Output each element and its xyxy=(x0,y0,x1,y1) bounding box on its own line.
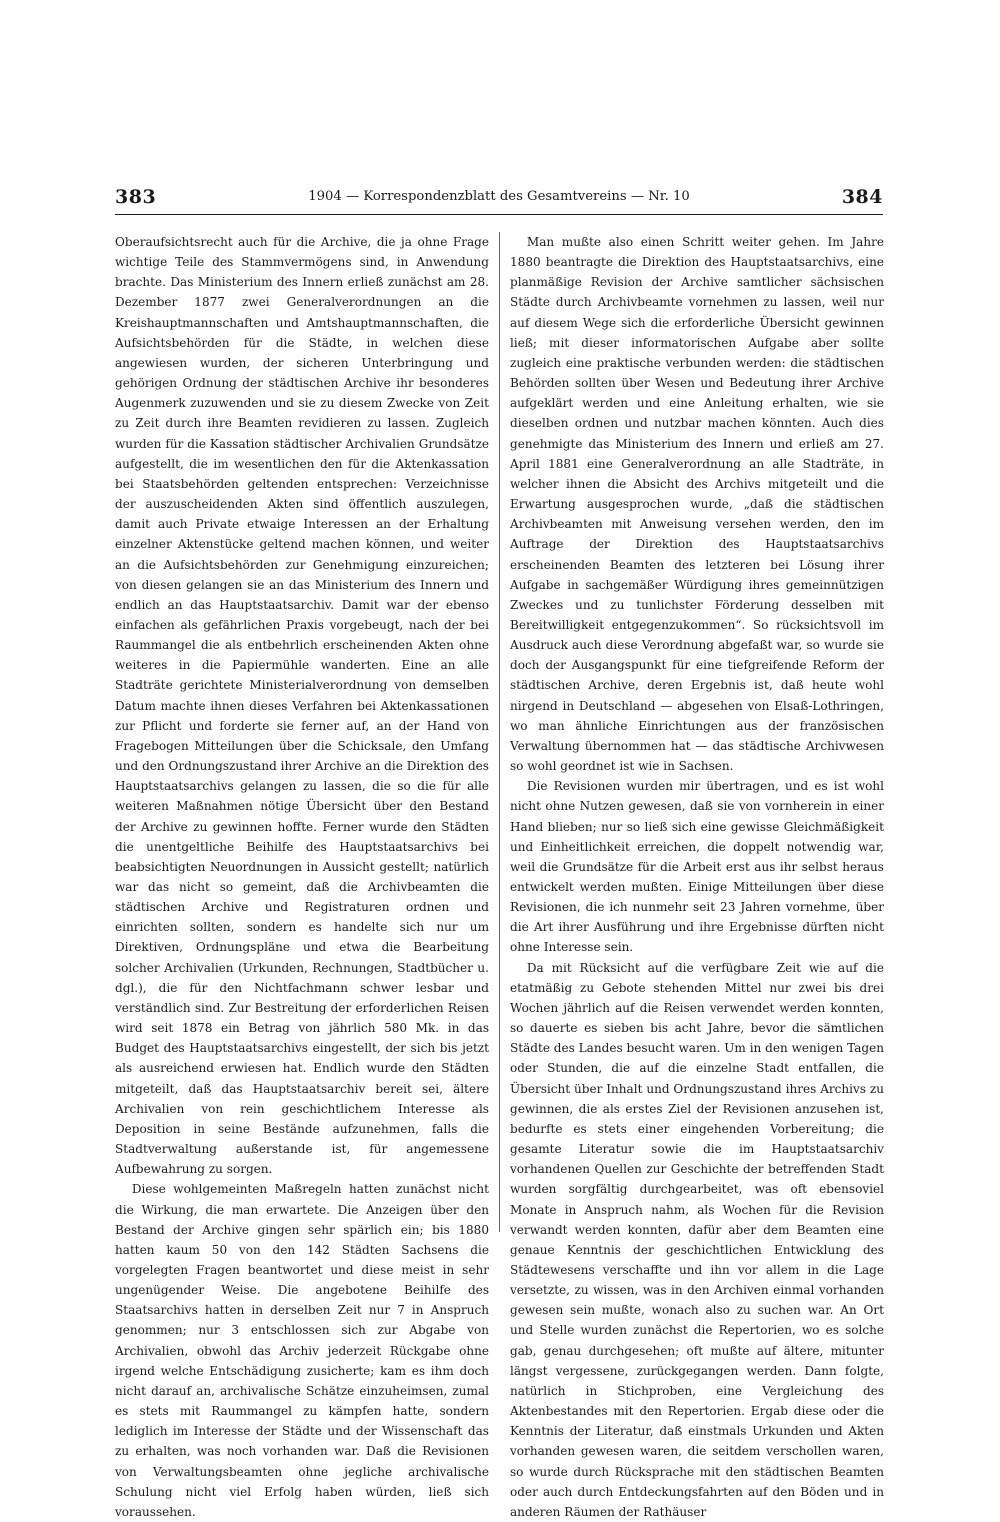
left-column xyxy=(115,232,489,1519)
column-divider xyxy=(499,232,500,1232)
page-number-right: 384 xyxy=(841,186,883,208)
paragraph: Da mit Rücksicht auf die verfügbare Zeit wie auf die etatmäßig zu Gebote stehenden Mittel nur zwei bis drei Wochen jährlich auf die Reisen verwendet werden konnten, so dauerte es sieben bis acht Jahre, bevor die sämtlichen Städte des Landes besucht waren. Um in den wenigen Tagen oder Stunden, die auf die einzelne Stadt entfallen, die Übersicht über Inhalt und Ordnungszustand ihres Archivs zu gewinnen, die als erstes Ziel der Revisionen anzusehen ist, bedurfte es stets einer eingehenden Vorbereitung; die gesamte Literatur sowie die im Hauptstaatsarchiv vorhandenen Quellen zur Geschichte der betreffenden Stadt wurden sorgfältig durchgearbeitet, was oft ebensoviel Monate in Anspruch nahm, als Wochen für die Revision verwandt werden konnten, dafür aber dem Beamten eine genaue Kenntnis der geschichtlichen Entwicklung des Städtewesens verschaffte und ihn vor allem in die Lage versetzte, zu wissen, was in den Archiven einmal vorhanden gewesen sein mußte, wonach also zu suchen war. An Ort und Stelle wurden zunächst die Repertorien, wo es solche gab, genau durchgesehen; oft mußte auf ältere, mitunter längst vergessene, zurückgegangen werden. Dann folgte, natürlich in Stichproben, eine Vergleichung des Aktenbestandes mit den Repertorien. Ergab diese oder die Kenntnis der Literatur, daß einstmals Urkunden und Akten vorhanden gewesen waren, die seitdem verschollen waren, so wurde durch Rücksprache mit den städtischen Beamten oder auch durch Entdeckungsfahrten auf den Böden und in anderen Räumen der Rathäuser xyxy=(510,960,884,1519)
page-header xyxy=(115,186,883,215)
right-column xyxy=(510,232,884,1519)
page-number-left: 383 xyxy=(115,186,157,208)
paragraph: Man mußte also einen Schritt weiter gehen. Im Jahre 1880 beantragte die Direktion des Hauptstaatsarchivs, eine planmäßige Revision der Archive samtlicher sächsischen Städte durch Archivbeamte vornehmen zu lassen, weil nur auf diesem Wege sich die erforderliche Übersicht gewinnen ließ; mit dieser informatorischen Aufgabe aber sollte zugleich eine praktische verbunden werden: die städtischen Behörden sollten über Wesen und Bedeutung ihrer Archive aufgeklärt werden und eine Anleitung erhalten, wie sie dieselben ordnen und nutzbar machen könnten. Auch dies genehmigte das Ministerium des Innern und erließ am 27. April 1881 eine Generalverordnung an alle Stadträte, in welcher ihnen die Absicht des Archivs mitgeteilt und die Erwartung ausgesprochen wurde, „daß die städtischen Archivbeamten mit Anweisung versehen werden, den im Auftrage der Direktion des Hauptstaatsarchivs erscheinenden Beamten des letzteren bei Lösung ihrer Aufgabe in sachgemäßer Würdigung ihres gemeinnützigen Zweckes und zu tunlichster Förderung desselben mit Bereitwilligkeit entgegenzukommen“. So rücksichtsvoll im Ausdruck auch diese Verordnung abgefaßt war, so wurde sie doch der Ausgangspunkt für eine tiefgreifende Reform der städtischen Archive, deren Ergebnis ist, daß heute wohl nirgend in Deutschland — abgesehen von Elsaß-Lothringen, wo man ähnliche Einrichtungen aus der französischen Verwaltung übernommen hat — das städtische Archivwesen so wohl geordnet ist wie in Sachsen. xyxy=(510,235,884,774)
running-title: 1904 — Korrespondenzblatt des Gesamtvereins — Nr. 10 xyxy=(308,189,690,204)
paragraph: Oberaufsichtsrecht auch für die Archive, die ja ohne Frage wichtige Teile des Stammvermögens sind, in Anwendung brachte. Das Ministerium des Innern erließ zunächst am 28. Dezember 1877 zwei Generalverordnungen an die Kreishauptmannschaften und Amtshauptmannschaften, die Aufsichtsbehörden für die Städte, in welchen diese angewiesen wurden, der sicheren Unterbringung und gehörigen Ordnung der städtischen Archive ihr besonderes Augenmerk zuzuwenden und sie zu diesem Zwecke von Zeit zu Zeit durch ihre Beamten revidieren zu lassen. Zugleich wurden für die Kassation städtischer Archivalien Grundsätze aufgestellt, die im wesentlichen den für die Aktenkassation bei Staatsbehörden geltenden entsprechen: Verzeichnisse der auszuscheidenden Akten sind öffentlich auszulegen, damit auch Private etwaige Interessen an der Erhaltung einzelner Aktenstücke geltend machen können, und weiter an die Aufsichtsbehörden zur Genehmigung einzureichen; von diesen gelangen sie an das Ministerium des Innern und endlich an das Hauptstaatsarchiv. Damit war der ebenso einfachen als gefährlichen Praxis vorgebeugt, nach der bei Raummangel die als entbehrlich erscheinenden Akten ohne weiteres in die Papiermühle wanderten. Eine an alle Stadträte gerichtete Ministerialverordnung von demselben Datum machte ihnen dieses Verfahren bei Aktenkassationen zur Pflicht und forderte sie ferner auf, an der Hand von Fragebogen Mitteilungen über die Schicksale, den Umfang und den Ordnungszustand ihrer Archive an die Direktion des Hauptstaatsarchivs gelangen zu lassen, die so die für alle weiteren Maßnahmen nötige Übersicht über den Bestand der Archive zu gewinnen hoffte. Ferner wurde den Städten die unentgeltliche Beihilfe des Hauptstaatsarchivs bei beabsichtigten Neuordnungen in Aussicht gestellt; natürlich war das nicht so gemeint, daß die Archivbeamten die städtischen Archive und Registraturen ordnen und einrichten sollten, sondern es handelte sich nur um Direktiven, Ordnungspläne und etwa die Bearbeitung solcher Archivalien (Urkunden, Rechnungen, Stadtbücher u. dgl.), die für den Nichtfachmann schwer lesbar und verständlich sind. Zur Bestreitung der erforderlichen Reisen wird seit 1878 ein Betrag von jährlich 580 Mk. in das Budget des Hauptstaatsarchivs eingestellt, der sich bis jetzt als ausreichend erwiesen hat. Endlich wurde den Städten mitgeteilt, daß das Hauptstaatsarchiv bereit sei, ältere Archivalien von rein geschichtlichem Interesse als Deposition in seine Bestände aufzunehmen, falls die Stadtverwaltung außerstande ist, für angemessene Aufbewahrung zu sorgen. xyxy=(115,235,489,1177)
paragraph: Diese wohlgemeinten Maßregeln hatten zunächst nicht die Wirkung, die man erwartete. Die Anzeigen über den Bestand der Archive gingen sehr spärlich ein; bis 1880 hatten kaum 50 von den 142 Städten Sachsens die vorgelegten Fragen beantwortet und diese meist in sehr ungenügender Weise. Die angebotene Beihilfe des Staatsarchivs hatten in derselben Zeit nur 7 in Anspruch genommen; nur 3 entschlossen sich zur Abgabe von Archivalien, obwohl das Archiv jederzeit Rückgabe ohne irgend welche Entschädigung zusicherte; kam es ihm doch nicht darauf an, archivalische Schätze einzuheimsen, zumal es stets mit Raummangel zu kämpfen hatte, sondern lediglich im Interesse der Städte und der Wissenschaft das zu erhalten, was noch vorhanden war. Daß die Revisionen von Verwaltungsbeamten ohne jegliche archivalische Schulung nicht viel Erfolg haben würden, ließ sich voraussehen. xyxy=(115,1182,489,1519)
paragraph: Die Revisionen wurden mir übertragen, und es ist wohl nicht ohne Nutzen gewesen, daß sie von vornherein in einer Hand blieben; nur so ließ sich eine gewisse Gleichmäßigkeit und Einheitlichkeit erreichen, die doppelt notwendig war, weil die Grundsätze für die Arbeit erst aus ihr selbst heraus entwickelt werden mußten. Einige Mitteilungen über diese Revisionen, die ich nunmehr seit 23 Jahren vornehme, über die Art ihrer Ausführung und ihre Ergebnisse dürften nicht ohne Interesse sein. xyxy=(510,779,884,955)
